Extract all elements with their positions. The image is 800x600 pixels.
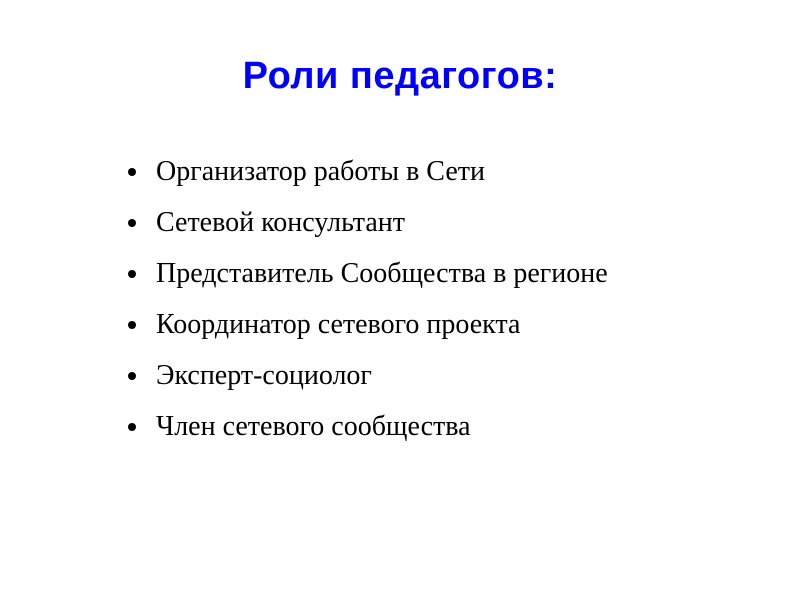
- bullet-icon: [128, 423, 136, 431]
- list-item: [128, 299, 608, 350]
- list-item-text: Сетевой консультант: [156, 206, 406, 238]
- list-item-text: Представитель Сообщества в регионе: [156, 257, 608, 289]
- list-item-text: Координатор сетевого проекта: [156, 308, 521, 340]
- list-item-text: Эксперт-социолог: [156, 359, 372, 391]
- bullet-list: [128, 146, 608, 452]
- list-item: [128, 146, 608, 197]
- bullet-icon: [128, 270, 136, 278]
- bullet-icon: [128, 168, 136, 176]
- bullet-icon: [128, 372, 136, 380]
- list-item: [128, 248, 608, 299]
- list-item-text: Член сетевого сообщества: [156, 410, 471, 442]
- bullet-icon: [128, 219, 136, 227]
- bullet-icon: [128, 321, 136, 329]
- list-item: [128, 197, 608, 248]
- list-item-text: Организатор работы в Сети: [156, 155, 485, 187]
- list-item: [128, 401, 608, 452]
- list-item: [128, 350, 608, 401]
- slide-title: Роли педагогов:: [242, 55, 558, 97]
